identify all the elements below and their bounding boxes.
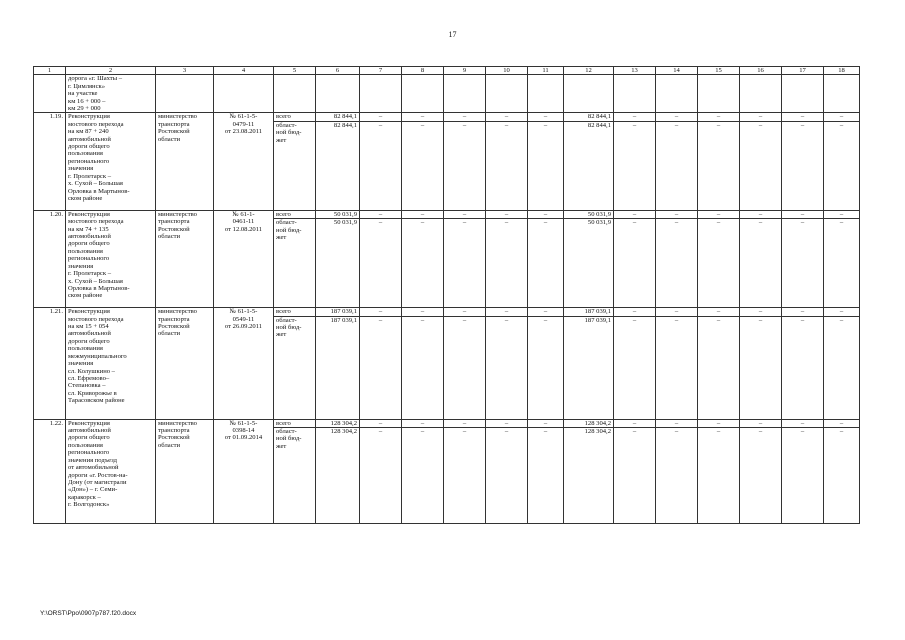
column-header: 11 xyxy=(528,67,564,75)
dash-cell: – xyxy=(740,113,782,121)
dash-cell: – xyxy=(740,419,782,427)
empty-cell xyxy=(274,75,316,113)
source-total-cell: всего xyxy=(274,113,316,121)
column-header: 10 xyxy=(486,67,528,75)
column-header: 17 xyxy=(782,67,824,75)
source-budget-cell: област- ной бюд- жет xyxy=(274,428,316,524)
dash-cell: – xyxy=(614,316,656,419)
dash-cell: – xyxy=(528,219,564,308)
empty-cell xyxy=(564,75,614,113)
value-budget-cell: 82 844,1 xyxy=(316,121,360,210)
dash-cell: – xyxy=(740,121,782,210)
dash-cell: – xyxy=(698,428,740,524)
dash-cell: – xyxy=(782,308,824,316)
column-header: 12 xyxy=(564,67,614,75)
header-row xyxy=(34,67,860,75)
dash-cell: – xyxy=(360,419,402,427)
empty-cell xyxy=(656,75,698,113)
dash-cell: – xyxy=(486,419,528,427)
value-budget-cell: 50 031,9 xyxy=(316,219,360,308)
dash-cell: – xyxy=(782,121,824,210)
column-header: 2 xyxy=(66,67,156,75)
organization-cell: министерство транспорта Ростовской области xyxy=(156,308,214,419)
dash-cell: – xyxy=(614,219,656,308)
column-header: 16 xyxy=(740,67,782,75)
dash-cell: – xyxy=(444,316,486,419)
dash-cell: – xyxy=(782,428,824,524)
dash-cell: – xyxy=(824,121,860,210)
column-header: 7 xyxy=(360,67,402,75)
object-name-cell: Реконструкция мостового перехода на км 15 + 054 автомобильной дороги общего пользования межмуниципального значения сл. Колушкино – сл. Ефремово– Степановка – сл. Криворожье в Тарасовском районе xyxy=(66,308,156,419)
value-col12-budget-cell: 128 304,2 xyxy=(564,428,614,524)
dash-cell: – xyxy=(698,121,740,210)
object-name-cell: Реконструкция мостового перехода на км 87 + 240 автомобильной дороги общего пользования регионального значения г. Пролетарск – х. Сухой – Большая Орловка в Мартынов- ском районе xyxy=(66,113,156,210)
table-row xyxy=(34,210,860,218)
source-budget-cell: област- ной бюд- жет xyxy=(274,316,316,419)
column-header: 14 xyxy=(656,67,698,75)
dash-cell: – xyxy=(528,419,564,427)
dash-cell: – xyxy=(698,113,740,121)
dash-cell: – xyxy=(528,316,564,419)
dash-cell: – xyxy=(360,121,402,210)
dash-cell: – xyxy=(824,219,860,308)
dash-cell: – xyxy=(740,308,782,316)
dash-cell: – xyxy=(656,428,698,524)
object-name-cell: Реконструкция мостового перехода на км 74 + 135 автомобильной дороги общего пользования регионального значения г. Пролетарск – х. Сухой – Большая Орловка в Мартынов- ском районе xyxy=(66,210,156,307)
empty-cell xyxy=(214,75,274,113)
value-col12-budget-cell: 187 039,1 xyxy=(564,316,614,419)
value-budget-cell: 187 039,1 xyxy=(316,316,360,419)
dash-cell: – xyxy=(528,113,564,121)
column-header: 18 xyxy=(824,67,860,75)
empty-cell xyxy=(486,75,528,113)
dash-cell: – xyxy=(486,316,528,419)
empty-cell xyxy=(740,75,782,113)
organization-cell: министерство транспорта Ростовской области xyxy=(156,113,214,210)
dash-cell: – xyxy=(486,113,528,121)
source-total-cell: всего xyxy=(274,308,316,316)
dash-cell: – xyxy=(782,316,824,419)
dash-cell: – xyxy=(740,219,782,308)
column-header: 5 xyxy=(274,67,316,75)
dash-cell: – xyxy=(824,113,860,121)
dash-cell: – xyxy=(486,121,528,210)
dash-cell: – xyxy=(360,219,402,308)
document-cell: № 61-1-5- 0398-14 от 01.09.2014 xyxy=(214,419,274,523)
dash-cell: – xyxy=(486,428,528,524)
dash-cell: – xyxy=(360,210,402,218)
dash-cell: – xyxy=(402,219,444,308)
dash-cell: – xyxy=(824,428,860,524)
dash-cell: – xyxy=(444,121,486,210)
column-header: 4 xyxy=(214,67,274,75)
empty-cell xyxy=(402,75,444,113)
empty-cell xyxy=(156,75,214,113)
dash-cell: – xyxy=(402,419,444,427)
dash-cell: – xyxy=(528,210,564,218)
dash-cell: – xyxy=(656,210,698,218)
dash-cell: – xyxy=(656,113,698,121)
dash-cell: – xyxy=(360,316,402,419)
column-header: 1 xyxy=(34,67,66,75)
column-header: 13 xyxy=(614,67,656,75)
dash-cell: – xyxy=(614,210,656,218)
value-total-cell: 50 031,9 xyxy=(316,210,360,218)
dash-cell: – xyxy=(740,428,782,524)
table-row xyxy=(34,75,860,113)
dash-cell: – xyxy=(656,419,698,427)
dash-cell: – xyxy=(698,308,740,316)
dash-cell: – xyxy=(698,419,740,427)
dash-cell: – xyxy=(444,419,486,427)
empty-cell xyxy=(316,75,360,113)
value-budget-cell: 128 304,2 xyxy=(316,428,360,524)
organization-cell: министерство транспорта Ростовской области xyxy=(156,419,214,523)
document-cell: № 61-1-5- 0479-11 от 23.08.2011 xyxy=(214,113,274,210)
document-cell: № 61-1- 0461-11 от 12.08.2011 xyxy=(214,210,274,307)
column-header: 3 xyxy=(156,67,214,75)
value-total-cell: 187 039,1 xyxy=(316,308,360,316)
value-total-cell: 128 304,2 xyxy=(316,419,360,427)
dash-cell: – xyxy=(782,210,824,218)
dash-cell: – xyxy=(698,219,740,308)
empty-cell xyxy=(614,75,656,113)
source-budget-cell: област- ной бюд- жет xyxy=(274,121,316,210)
table-row xyxy=(34,419,860,427)
column-header: 9 xyxy=(444,67,486,75)
dash-cell: – xyxy=(402,113,444,121)
table-row xyxy=(34,113,860,121)
dash-cell: – xyxy=(402,210,444,218)
row-number-cell: 1.21. xyxy=(34,308,66,419)
dash-cell: – xyxy=(444,308,486,316)
dash-cell: – xyxy=(824,308,860,316)
dash-cell: – xyxy=(614,113,656,121)
dash-cell: – xyxy=(444,219,486,308)
value-col12-budget-cell: 50 031,9 xyxy=(564,219,614,308)
dash-cell: – xyxy=(528,121,564,210)
dash-cell: – xyxy=(614,121,656,210)
column-header: 15 xyxy=(698,67,740,75)
dash-cell: – xyxy=(614,428,656,524)
dash-cell: – xyxy=(402,428,444,524)
source-total-cell: всего xyxy=(274,419,316,427)
dash-cell: – xyxy=(486,219,528,308)
dash-cell: – xyxy=(656,316,698,419)
dash-cell: – xyxy=(444,113,486,121)
dash-cell: – xyxy=(360,428,402,524)
row-number-cell xyxy=(34,75,66,113)
dash-cell: – xyxy=(528,428,564,524)
empty-cell xyxy=(698,75,740,113)
dash-cell: – xyxy=(402,308,444,316)
dash-cell: – xyxy=(444,210,486,218)
row-number-cell: 1.19. xyxy=(34,113,66,210)
dash-cell: – xyxy=(824,316,860,419)
dash-cell: – xyxy=(528,308,564,316)
row-number-cell: 1.22. xyxy=(34,419,66,523)
empty-cell xyxy=(824,75,860,113)
row-number-cell: 1.20. xyxy=(34,210,66,307)
organization-cell: министерство транспорта Ростовской области xyxy=(156,210,214,307)
value-col12-total-cell: 82 844,1 xyxy=(564,113,614,121)
dash-cell: – xyxy=(824,419,860,427)
dash-cell: – xyxy=(402,316,444,419)
dash-cell: – xyxy=(656,219,698,308)
object-name-cell: Реконструкция автомобильной дороги общего пользования регионального значения подъезд от автомобильной дороги «г. Ростов-на- Дону (от магистрали «Дон») – г. Семи- каракорск – г. Волгодонск» xyxy=(66,419,156,523)
dash-cell: – xyxy=(402,121,444,210)
empty-cell xyxy=(528,75,564,113)
object-name-cell: дорога «г. Шахты – г. Цимлянск» на участке км 16 + 000 – км 29 + 000 xyxy=(66,75,156,113)
dash-cell: – xyxy=(614,308,656,316)
dash-cell: – xyxy=(782,113,824,121)
source-total-cell: всего xyxy=(274,210,316,218)
dash-cell: – xyxy=(782,419,824,427)
dash-cell: – xyxy=(444,428,486,524)
page-number: 17 xyxy=(448,30,457,39)
value-col12-total-cell: 50 031,9 xyxy=(564,210,614,218)
value-col12-total-cell: 128 304,2 xyxy=(564,419,614,427)
dash-cell: – xyxy=(740,210,782,218)
empty-cell xyxy=(360,75,402,113)
empty-cell xyxy=(444,75,486,113)
dash-cell: – xyxy=(486,308,528,316)
empty-cell xyxy=(782,75,824,113)
dash-cell: – xyxy=(614,419,656,427)
dash-cell: – xyxy=(782,219,824,308)
dash-cell: – xyxy=(740,316,782,419)
dash-cell: – xyxy=(698,316,740,419)
table-row xyxy=(34,308,860,316)
source-budget-cell: област- ной бюд- жет xyxy=(274,219,316,308)
dash-cell: – xyxy=(360,113,402,121)
value-total-cell: 82 844,1 xyxy=(316,113,360,121)
column-header: 8 xyxy=(402,67,444,75)
column-header: 6 xyxy=(316,67,360,75)
dash-cell: – xyxy=(656,308,698,316)
dash-cell: – xyxy=(360,308,402,316)
dash-cell: – xyxy=(698,210,740,218)
value-col12-total-cell: 187 039,1 xyxy=(564,308,614,316)
file-path-footer: Y:\ORST\Ppo\0907p787.f20.docx xyxy=(40,610,137,617)
document-cell: № 61-1-5- 0549-11 от 26.09.2011 xyxy=(214,308,274,419)
dash-cell: – xyxy=(486,210,528,218)
budget-table xyxy=(33,66,860,524)
dash-cell: – xyxy=(656,121,698,210)
value-col12-budget-cell: 82 844,1 xyxy=(564,121,614,210)
dash-cell: – xyxy=(824,210,860,218)
